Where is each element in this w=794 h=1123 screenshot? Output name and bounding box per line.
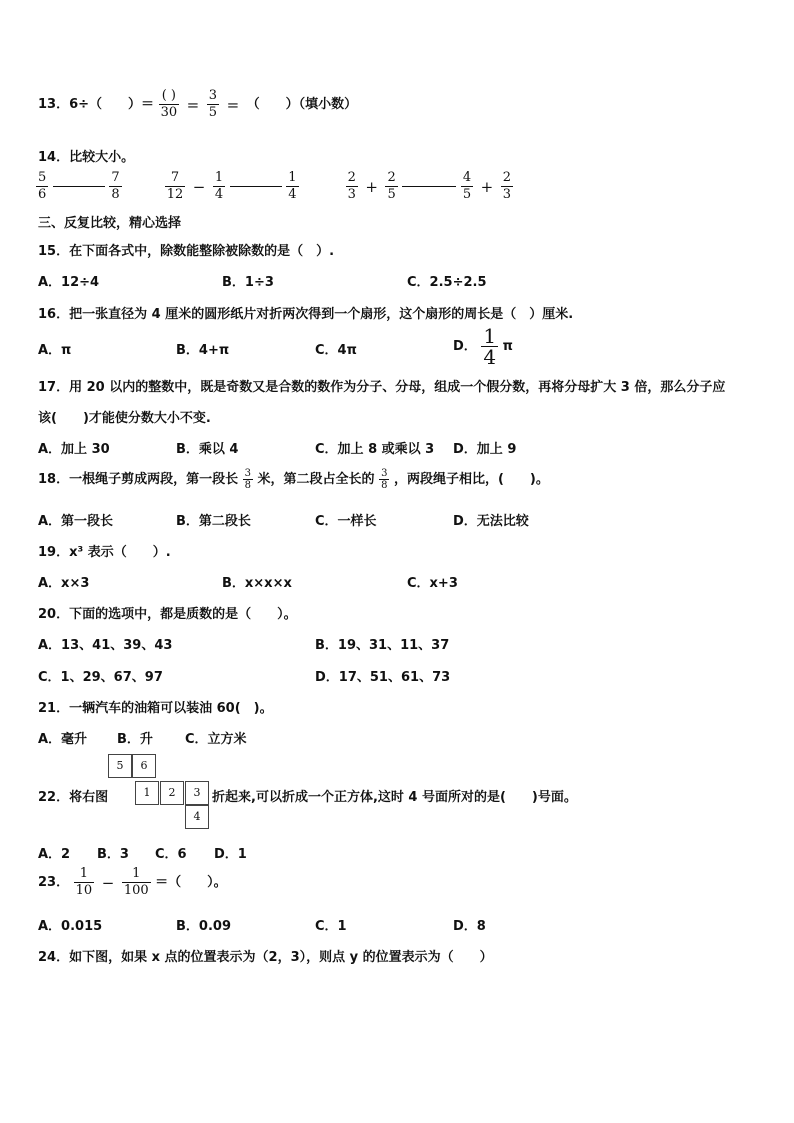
q23-label: 23． — [38, 875, 70, 890]
q18-option-c[interactable]: C．一样长 — [315, 514, 377, 529]
question-20: 20．下面的选项中，都是质数的是（ ）。 — [38, 607, 297, 622]
q17-option-d[interactable]: D．加上 9 — [453, 442, 517, 457]
q14-c-frac-2 — [385, 170, 397, 203]
question-22-tail: 折起来,可以折成一个正方体,这时 4 号面所对的是( )号面。 — [212, 790, 577, 805]
q14-b-blank[interactable] — [230, 186, 282, 187]
question-23 — [38, 866, 227, 899]
q14-b-d1: 12 — [166, 187, 184, 202]
q20-option-d[interactable]: D．17、51、61、73 — [315, 670, 451, 685]
q23-option-b[interactable]: B．0.09 — [176, 919, 231, 934]
q14-c-n1: 2 — [347, 170, 356, 185]
q16-d-tail: π — [502, 339, 513, 354]
q22-option-a[interactable]: A．2 — [38, 847, 71, 862]
q14-c-blank[interactable] — [402, 186, 456, 187]
q14-c-n3: 4 — [462, 170, 472, 185]
q18-fraction-2 — [379, 468, 389, 491]
net-cell-2: 2 — [160, 781, 184, 805]
q16-d-label: D． — [453, 339, 477, 354]
question-17-line-1: 17．用 20 以内的整数中，既是奇数又是合数的数作为分子、分母，组成一个假分数，再将分母扩大 3 倍，那么分子应 — [38, 380, 726, 395]
question-22-lead: 22．将右图 — [38, 790, 109, 805]
q14-a-n2: 7 — [111, 170, 120, 185]
q14-b-n1: 7 — [165, 170, 186, 187]
q13-fraction-1 — [159, 88, 180, 121]
q16-d-denominator: 4 — [483, 345, 497, 369]
question-14-comparisons — [36, 170, 513, 203]
q14-b-d2: 4 — [214, 187, 224, 202]
q14-b-n3: 1 — [288, 170, 297, 185]
q13-fraction-2 — [207, 88, 219, 121]
q21-option-c[interactable]: C．立方米 — [185, 732, 247, 747]
q13-f2-denominator: 5 — [208, 105, 218, 120]
question-15: 15．在下面各式中，除数能整除被除数的是（ ）. — [38, 244, 335, 259]
q14-c-frac-1 — [346, 170, 358, 203]
q14-c-d4: 3 — [502, 187, 512, 202]
question-21: 21．一辆汽车的油箱可以装油 60( )。 — [38, 701, 273, 716]
q18-option-b[interactable]: B．第二段长 — [176, 514, 251, 529]
q16-d-fraction — [481, 326, 498, 367]
q20-option-a[interactable]: A．13、41、39、43 — [38, 638, 173, 653]
net-cell-6: 6 — [132, 754, 156, 778]
question-19: 19．x³ 表示（ ）. — [38, 545, 171, 560]
net-cell-1: 1 — [135, 781, 159, 805]
q14-c-d2: 5 — [387, 187, 396, 202]
q13-lead: 13．6÷（ ）＝ — [38, 97, 155, 112]
q18-part-1: 18．一根绳子剪成两段，第一段长 — [38, 472, 239, 487]
q14-c-frac-3 — [461, 170, 473, 203]
q23-option-d[interactable]: D．8 — [453, 919, 486, 934]
q13-equals-1: = — [186, 95, 200, 114]
q23-fraction-1 — [74, 866, 95, 899]
q14-c-n4: 2 — [502, 170, 512, 185]
q14-c-d1: 3 — [347, 187, 356, 202]
net-cell-5: 5 — [108, 754, 132, 778]
q18-f1-numerator: 3 — [244, 468, 251, 479]
q22-option-c[interactable]: C．6 — [155, 847, 187, 862]
q17-option-c[interactable]: C．加上 8 或乘以 3 — [315, 442, 435, 457]
q16-option-b[interactable]: B．4+π — [176, 343, 230, 358]
q23-tail: ＝（ ）。 — [155, 875, 227, 890]
q18-f2-numerator: 3 — [381, 468, 388, 479]
q16-option-c[interactable]: C．4π — [315, 343, 357, 358]
q23-f2-numerator: 1 — [122, 866, 151, 883]
q14-b-d3: 4 — [288, 187, 297, 202]
question-14-title: 14．比较大小。 — [38, 150, 135, 165]
q18-fraction-1 — [243, 468, 253, 491]
q14-c-n2: 2 — [387, 170, 396, 185]
q15-option-c[interactable]: C．2.5÷2.5 — [407, 275, 487, 290]
q14-c-frac-4 — [501, 170, 513, 203]
q14-c-plus-2: + — [480, 177, 494, 196]
q19-option-b[interactable]: B．x×x×x — [222, 576, 292, 591]
q18-option-d[interactable]: D．无法比较 — [453, 514, 529, 529]
q23-f1-denominator: 10 — [75, 883, 93, 898]
q14-b-frac-2 — [213, 170, 225, 203]
question-17-line-2: 该( )才能使分数大小不变. — [38, 411, 211, 426]
q14-a-frac-1 — [36, 170, 48, 203]
q23-minus: − — [101, 873, 115, 892]
net-cell-4: 4 — [185, 805, 209, 829]
q20-option-c[interactable]: C．1、29、67、97 — [38, 670, 163, 685]
q13-f1-numerator: ( ) — [159, 88, 180, 105]
q13-equals-2: = — [226, 95, 240, 114]
question-24: 24．如下图，如果 x 点的位置表示为（2，3），则点 y 的位置表示为（ ） — [38, 950, 493, 965]
q14-a-frac-2 — [109, 170, 121, 203]
section-3-heading: 三、反复比较，精心选择 — [38, 216, 182, 231]
q14-b-n2: 1 — [214, 170, 224, 185]
q14-c-d3: 5 — [462, 187, 472, 202]
question-16: 16．把一张直径为 4 厘米的圆形纸片对折两次得到一个扇形，这个扇形的周长是（ ）厘米. — [38, 307, 574, 322]
q19-option-c[interactable]: C．x+3 — [407, 576, 458, 591]
q19-option-a[interactable]: A．x×3 — [38, 576, 90, 591]
q13-f2-numerator: 3 — [208, 88, 218, 103]
q23-option-a[interactable]: A．0.015 — [38, 919, 103, 934]
q14-b-frac-3 — [286, 170, 298, 203]
q22-option-d[interactable]: D．1 — [214, 847, 247, 862]
q23-option-c[interactable]: C．1 — [315, 919, 347, 934]
q16-option-a[interactable]: A．π — [38, 343, 72, 358]
q17-option-b[interactable]: B．乘以 4 — [176, 442, 239, 457]
q18-part-2: 米，第二段占全长的 — [257, 472, 375, 487]
q17-option-a[interactable]: A．加上 30 — [38, 442, 110, 457]
q22-option-b[interactable]: B．3 — [97, 847, 129, 862]
q18-part-3: ，两段绳子相比，( )。 — [393, 472, 549, 487]
q18-option-a[interactable]: A．第一段长 — [38, 514, 114, 529]
q15-option-a[interactable]: A．12÷4 — [38, 275, 100, 290]
q14-c-plus-1: + — [365, 177, 378, 196]
q21-option-a[interactable]: A．毫升 — [38, 732, 88, 747]
q14-a-d2: 8 — [111, 187, 120, 202]
q21-option-b[interactable]: B．升 — [117, 732, 153, 747]
q18-f1-denominator: 8 — [244, 480, 251, 491]
net-cell-3: 3 — [185, 781, 209, 805]
q13-f1-denominator: 30 — [160, 105, 178, 120]
q14-a-d1: 6 — [38, 187, 47, 202]
q15-option-b[interactable]: B．1÷3 — [222, 275, 274, 290]
q23-f2-denominator: 100 — [123, 883, 149, 898]
q23-f1-numerator: 1 — [74, 866, 95, 883]
q14-b-frac-1 — [165, 170, 186, 203]
q20-option-b[interactable]: B．19、31、11、37 — [315, 638, 450, 653]
q23-fraction-2 — [122, 866, 151, 899]
q16-option-d[interactable] — [453, 326, 513, 367]
q14-b-minus: − — [192, 177, 206, 196]
q14-a-n1: 5 — [38, 170, 47, 185]
question-13 — [38, 88, 357, 121]
question-18 — [38, 468, 549, 491]
q16-d-numerator: 1 — [483, 324, 497, 348]
q18-f2-denominator: 8 — [381, 480, 388, 491]
q13-tail: （ ）（填小数） — [246, 97, 358, 112]
q14-a-blank[interactable] — [53, 186, 105, 187]
